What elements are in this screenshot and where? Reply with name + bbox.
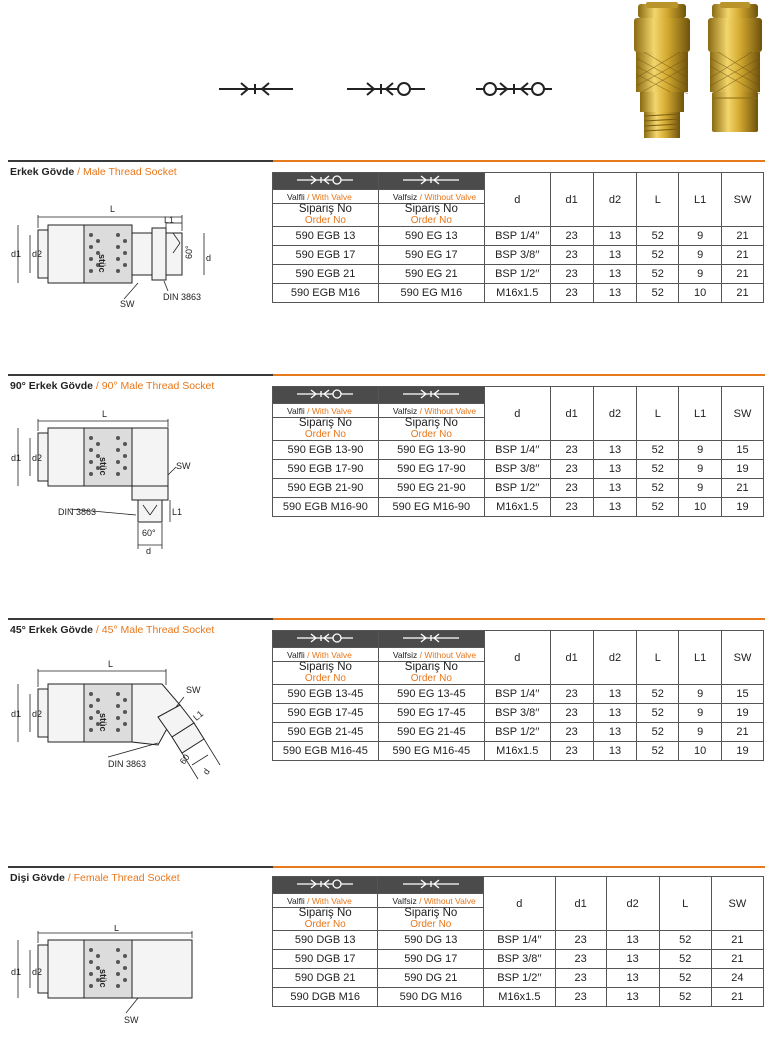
male-thread-socket-photo: [628, 2, 696, 140]
table-cell: 590 EG 21-90: [378, 479, 484, 498]
col-header-d1: d1: [550, 387, 593, 441]
dim-sw-label: SW: [186, 685, 201, 695]
header-text: Order No: [304, 215, 346, 226]
table-cell: 23: [555, 969, 606, 988]
dim-d-label: d: [206, 253, 212, 263]
header-text: Order No: [410, 429, 452, 440]
female-thread-socket-drawing: [8, 925, 270, 1030]
table-cell: 52: [637, 742, 679, 761]
table-cell: 23: [550, 284, 593, 303]
col-header-l: L: [637, 631, 679, 685]
table-cell: 23: [555, 931, 606, 950]
table-cell: 23: [555, 950, 606, 969]
table-cell: M16x1.5: [484, 988, 555, 1007]
without-valve-label: [378, 894, 484, 908]
table-row: [273, 723, 764, 742]
dim-sw-label: SW: [124, 1015, 139, 1025]
with-valve-label: [273, 404, 379, 418]
table-row: [273, 479, 764, 498]
table-cell: 52: [637, 246, 679, 265]
table-cell: 15: [722, 685, 764, 704]
col-header-d: d: [484, 387, 550, 441]
table-cell: 52: [637, 227, 679, 246]
dim-sw-label: SW: [120, 299, 135, 309]
svg-text:stüc: stüc: [98, 457, 108, 476]
table-row: [273, 704, 764, 723]
table-cell: 52: [637, 441, 679, 460]
without-valve-symbol-cell: [378, 173, 484, 190]
section-title: [10, 624, 214, 636]
header-text: Valfli: [287, 405, 305, 416]
table-cell: 590 EG 13: [378, 227, 484, 246]
table-cell: 21: [722, 246, 764, 265]
section-title: [10, 380, 214, 392]
without-valve-label: [378, 190, 484, 204]
col-header-l1: L1: [679, 173, 722, 227]
header-text: Sipariş No: [404, 907, 458, 919]
table-row: [273, 988, 764, 1007]
table-cell: 13: [593, 479, 637, 498]
order-no-header: [378, 662, 484, 685]
table-cell: 590 DG 21: [378, 969, 484, 988]
order-no-header: [273, 204, 379, 227]
table-cell: BSP 1/4′′: [484, 931, 555, 950]
female-thread-socket-photo: [702, 2, 768, 136]
table-cell: 23: [550, 742, 593, 761]
coupling-symbol-icon: [217, 80, 295, 98]
table-cell: 13: [606, 988, 659, 1007]
table-cell: BSP 1/4′′: [484, 227, 550, 246]
table-cell: 590 EGB 13: [273, 227, 379, 246]
table-cell: 13: [606, 931, 659, 950]
header-text: Order No: [410, 673, 452, 684]
dim-d1-label: d1: [11, 453, 22, 463]
table-cell: BSP 3/8′′: [484, 246, 550, 265]
header-text: Order No: [410, 919, 452, 930]
table-row: [273, 284, 764, 303]
table-cell: 590 EGB 13-45: [273, 685, 379, 704]
table-cell: 19: [722, 742, 764, 761]
header-text: Valfli: [287, 649, 305, 660]
with-valve-label: [273, 894, 378, 908]
header-text: / With Valve: [304, 649, 352, 660]
header-text: Sipariş No: [298, 907, 352, 919]
header-text: Order No: [410, 215, 452, 226]
section-title-en: / Male Thread Socket: [74, 166, 177, 178]
table-cell: M16x1.5: [484, 284, 550, 303]
90-male-thread-socket-drawing: [8, 405, 270, 555]
table-cell: 590 EGB 17: [273, 246, 379, 265]
dim-d-label: d: [146, 546, 152, 555]
with-valve-symbol-cell: [273, 631, 379, 648]
table-row: [273, 460, 764, 479]
table-cell: 13: [593, 246, 637, 265]
table-cell: 9: [679, 479, 722, 498]
table-cell: 590 EG 17-90: [378, 460, 484, 479]
section-title-tr: 45° Erkek Gövde: [10, 624, 93, 636]
double-valve-symbol-icon: [474, 80, 554, 98]
col-header-l: L: [637, 387, 679, 441]
header-text: Valfsiz: [392, 649, 418, 660]
table-cell: 13: [593, 265, 637, 284]
section-title: [10, 166, 177, 178]
table-cell: 13: [606, 950, 659, 969]
table-cell: BSP 1/2′′: [484, 479, 550, 498]
table-cell: 24: [711, 969, 763, 988]
table-cell: 9: [679, 723, 722, 742]
table-cell: 19: [722, 498, 764, 517]
table-cell: 10: [679, 742, 722, 761]
order-no-header: [273, 908, 378, 931]
dim-l1-label: L1: [191, 708, 206, 723]
spec-table: [272, 386, 764, 517]
dim-l-label: L: [110, 204, 116, 214]
col-header-sw: SW: [722, 387, 764, 441]
header-text: / Without Valve: [416, 895, 476, 906]
table-cell: 52: [637, 265, 679, 284]
table-cell: 23: [550, 723, 593, 742]
header-text: Order No: [304, 673, 346, 684]
table-cell: 13: [593, 284, 637, 303]
col-header-l: L: [659, 877, 711, 931]
with-valve-label: [273, 190, 379, 204]
dim-l-label: L: [114, 925, 120, 933]
table-cell: 9: [679, 441, 722, 460]
col-header-l1: L1: [679, 387, 722, 441]
table-cell: 23: [550, 227, 593, 246]
section-divider: [8, 866, 765, 868]
table-cell: 590 EG 21-45: [378, 723, 484, 742]
without-valve-symbol-cell: [378, 631, 484, 648]
table-cell: 52: [637, 704, 679, 723]
order-no-header: [273, 662, 379, 685]
dim-sw-label: SW: [176, 461, 191, 471]
table-cell: 15: [722, 441, 764, 460]
dim-d2-label: d2: [32, 967, 43, 977]
table-cell: M16x1.5: [484, 498, 550, 517]
section-title-tr: 90° Erkek Gövde: [10, 380, 93, 392]
table-cell: 13: [593, 723, 637, 742]
table-cell: 590 EGB M16-45: [273, 742, 379, 761]
dim-angle-label: 60°: [184, 245, 194, 259]
table-cell: 590 DGB 17: [273, 950, 378, 969]
table-cell: 590 EG 13-90: [378, 441, 484, 460]
table-cell: 590 EGB 21-90: [273, 479, 379, 498]
with-valve-symbol-cell: [273, 877, 378, 894]
order-no-header: [273, 418, 379, 441]
with-valve-label: [273, 648, 379, 662]
table-cell: BSP 1/4′′: [484, 685, 550, 704]
table-cell: 23: [550, 498, 593, 517]
coupling-with-valve-symbol-icon: [345, 80, 427, 98]
table-cell: 13: [593, 685, 637, 704]
col-header-d2: d2: [593, 631, 637, 685]
dim-d2-label: d2: [32, 249, 43, 259]
order-no-header: [378, 418, 484, 441]
table-cell: 10: [679, 498, 722, 517]
without-valve-label: [378, 648, 484, 662]
table-cell: 590 EGB 17-90: [273, 460, 379, 479]
header-text: / Without Valve: [417, 405, 477, 416]
header-text: / Without Valve: [417, 191, 477, 202]
table-cell: 590 DGB 21: [273, 969, 378, 988]
table-cell: 590 EG 13-45: [378, 685, 484, 704]
table-cell: 10: [679, 284, 722, 303]
col-header-d2: d2: [593, 173, 637, 227]
dim-d1-label: d1: [11, 249, 22, 259]
col-header-d: d: [484, 631, 550, 685]
dim-l-label: L: [108, 659, 114, 669]
table-row: [273, 227, 764, 246]
table-cell: 23: [555, 988, 606, 1007]
table-cell: 13: [593, 441, 637, 460]
col-header-d1: d1: [550, 173, 593, 227]
section-title-tr: Dişi Gövde: [10, 872, 65, 884]
table-cell: 590 DGB M16: [273, 988, 378, 1007]
table-cell: 21: [722, 227, 764, 246]
table-cell: 590 EGB 21-45: [273, 723, 379, 742]
table-cell: 9: [679, 685, 722, 704]
dim-d1-label: d1: [11, 709, 22, 719]
table-row: [273, 265, 764, 284]
table-cell: 590 EG M16-90: [378, 498, 484, 517]
dim-l-label: L: [102, 409, 108, 419]
svg-text:stüc: stüc: [97, 254, 107, 273]
dim-angle-label: 60: [177, 752, 192, 767]
table-row: [273, 950, 764, 969]
header-text: Valfli: [287, 191, 305, 202]
table-row: [273, 742, 764, 761]
header-text: Valfsiz: [392, 405, 418, 416]
without-valve-symbol-cell: [378, 877, 484, 894]
table-cell: 23: [550, 246, 593, 265]
table-cell: 52: [637, 284, 679, 303]
order-no-header: [378, 204, 484, 227]
table-cell: 19: [722, 460, 764, 479]
table-cell: 9: [679, 265, 722, 284]
table-cell: 9: [679, 704, 722, 723]
header-text: Valfli: [287, 895, 305, 906]
table-cell: 21: [711, 931, 763, 950]
table-cell: 590 EG 17-45: [378, 704, 484, 723]
table-cell: 21: [711, 950, 763, 969]
table-cell: 590 EG M16: [378, 284, 484, 303]
table-cell: 52: [637, 685, 679, 704]
dim-l1-label: L1: [164, 215, 175, 225]
spec-table: [272, 630, 764, 761]
table-cell: 13: [593, 498, 637, 517]
table-cell: 9: [679, 227, 722, 246]
section-title: [10, 872, 180, 884]
dim-angle-label: 60°: [142, 528, 156, 538]
spec-table: [272, 172, 764, 303]
table-cell: 590 DG 13: [378, 931, 484, 950]
section-divider: [8, 374, 765, 376]
header-text: / With Valve: [304, 405, 352, 416]
table-cell: BSP 3/8′′: [484, 704, 550, 723]
section-title-en: / 45° Male Thread Socket: [93, 624, 215, 636]
col-header-l: L: [637, 173, 679, 227]
table-cell: 9: [679, 460, 722, 479]
col-header-d: d: [484, 877, 555, 931]
table-cell: 13: [606, 969, 659, 988]
table-cell: 13: [593, 460, 637, 479]
table-cell: 590 EG 17: [378, 246, 484, 265]
section-title-en: / 90° Male Thread Socket: [93, 380, 215, 392]
header-text: Sipariş No: [298, 417, 352, 429]
col-header-d2: d2: [593, 387, 637, 441]
table-cell: 52: [637, 723, 679, 742]
header-text: Sipariş No: [404, 203, 458, 215]
table-cell: 23: [550, 685, 593, 704]
dim-d-label: d: [200, 766, 212, 777]
header-text: Valfsiz: [392, 191, 418, 202]
table-cell: 52: [659, 988, 711, 1007]
dim-d2-label: d2: [32, 453, 43, 463]
svg-text:stüc: stüc: [98, 969, 108, 988]
header-text: Order No: [304, 429, 346, 440]
table-cell: 590 EG M16-45: [378, 742, 484, 761]
table-cell: 52: [659, 969, 711, 988]
table-cell: 590 EG 21: [378, 265, 484, 284]
table-cell: BSP 3/8′′: [484, 950, 555, 969]
col-header-d1: d1: [555, 877, 606, 931]
table-cell: 23: [550, 460, 593, 479]
table-cell: BSP 1/2′′: [484, 265, 550, 284]
table-cell: 52: [637, 479, 679, 498]
table-cell: 590 DG 17: [378, 950, 484, 969]
table-row: [273, 441, 764, 460]
table-cell: 590 EGB M16-90: [273, 498, 379, 517]
male-thread-socket-drawing: [8, 195, 270, 310]
table-cell: 13: [593, 227, 637, 246]
45-male-thread-socket-drawing: [8, 655, 270, 795]
svg-text:stüc: stüc: [98, 713, 108, 732]
table-cell: 9: [679, 246, 722, 265]
without-valve-label: [378, 404, 484, 418]
col-header-sw: SW: [722, 631, 764, 685]
header-text: / With Valve: [304, 895, 352, 906]
dim-din-label: DIN 3863: [163, 292, 202, 302]
header-text: Sipariş No: [298, 203, 352, 215]
table-cell: BSP 1/2′′: [484, 969, 555, 988]
table-cell: 52: [637, 460, 679, 479]
table-row: [273, 498, 764, 517]
col-header-d1: d1: [550, 631, 593, 685]
col-header-d: d: [484, 173, 550, 227]
table-cell: BSP 3/8′′: [484, 460, 550, 479]
section-divider: [8, 160, 765, 162]
table-cell: 21: [722, 723, 764, 742]
table-row: [273, 931, 764, 950]
table-cell: 23: [550, 265, 593, 284]
dim-din-label: DIN 3863: [108, 759, 147, 769]
table-row: [273, 246, 764, 265]
table-cell: 590 EGB M16: [273, 284, 379, 303]
table-cell: 21: [711, 988, 763, 1007]
spec-table: [272, 876, 764, 1007]
col-header-l1: L1: [679, 631, 722, 685]
header-text: Order No: [304, 919, 346, 930]
dim-din-label: DIN 3863: [58, 507, 97, 517]
header-text: Sipariş No: [404, 661, 458, 673]
table-cell: BSP 1/4′′: [484, 441, 550, 460]
table-cell: M16x1.5: [484, 742, 550, 761]
table-cell: 590 DGB 13: [273, 931, 378, 950]
header-text: Valfsiz: [392, 895, 417, 906]
header-text: Sipariş No: [404, 417, 458, 429]
col-header-sw: SW: [711, 877, 763, 931]
table-cell: 23: [550, 479, 593, 498]
header-text: / Without Valve: [417, 649, 477, 660]
table-cell: 590 EGB 13-90: [273, 441, 379, 460]
table-cell: 590 EGB 21: [273, 265, 379, 284]
table-cell: 52: [637, 498, 679, 517]
table-row: [273, 969, 764, 988]
dim-l1-label: L1: [172, 507, 183, 517]
section-title-tr: Erkek Gövde: [10, 166, 75, 178]
section-title-en: / Female Thread Socket: [64, 872, 180, 884]
order-no-header: [378, 908, 484, 931]
col-header-d2: d2: [606, 877, 659, 931]
table-cell: 13: [593, 742, 637, 761]
table-cell: 21: [722, 265, 764, 284]
header-text: / With Valve: [304, 191, 352, 202]
table-cell: 21: [722, 479, 764, 498]
without-valve-symbol-cell: [378, 387, 484, 404]
table-cell: 23: [550, 704, 593, 723]
with-valve-symbol-cell: [273, 173, 379, 190]
table-row: [273, 685, 764, 704]
table-cell: 21: [722, 284, 764, 303]
table-cell: 23: [550, 441, 593, 460]
header-text: Sipariş No: [298, 661, 352, 673]
dim-d2-label: d2: [32, 709, 43, 719]
table-cell: 19: [722, 704, 764, 723]
section-divider: [8, 618, 765, 620]
with-valve-symbol-cell: [273, 387, 379, 404]
dim-d1-label: d1: [11, 967, 22, 977]
table-cell: 590 DG M16: [378, 988, 484, 1007]
col-header-sw: SW: [722, 173, 764, 227]
table-cell: 52: [659, 931, 711, 950]
table-cell: BSP 1/2′′: [484, 723, 550, 742]
table-cell: 13: [593, 704, 637, 723]
table-cell: 52: [659, 950, 711, 969]
table-cell: 590 EGB 17-45: [273, 704, 379, 723]
